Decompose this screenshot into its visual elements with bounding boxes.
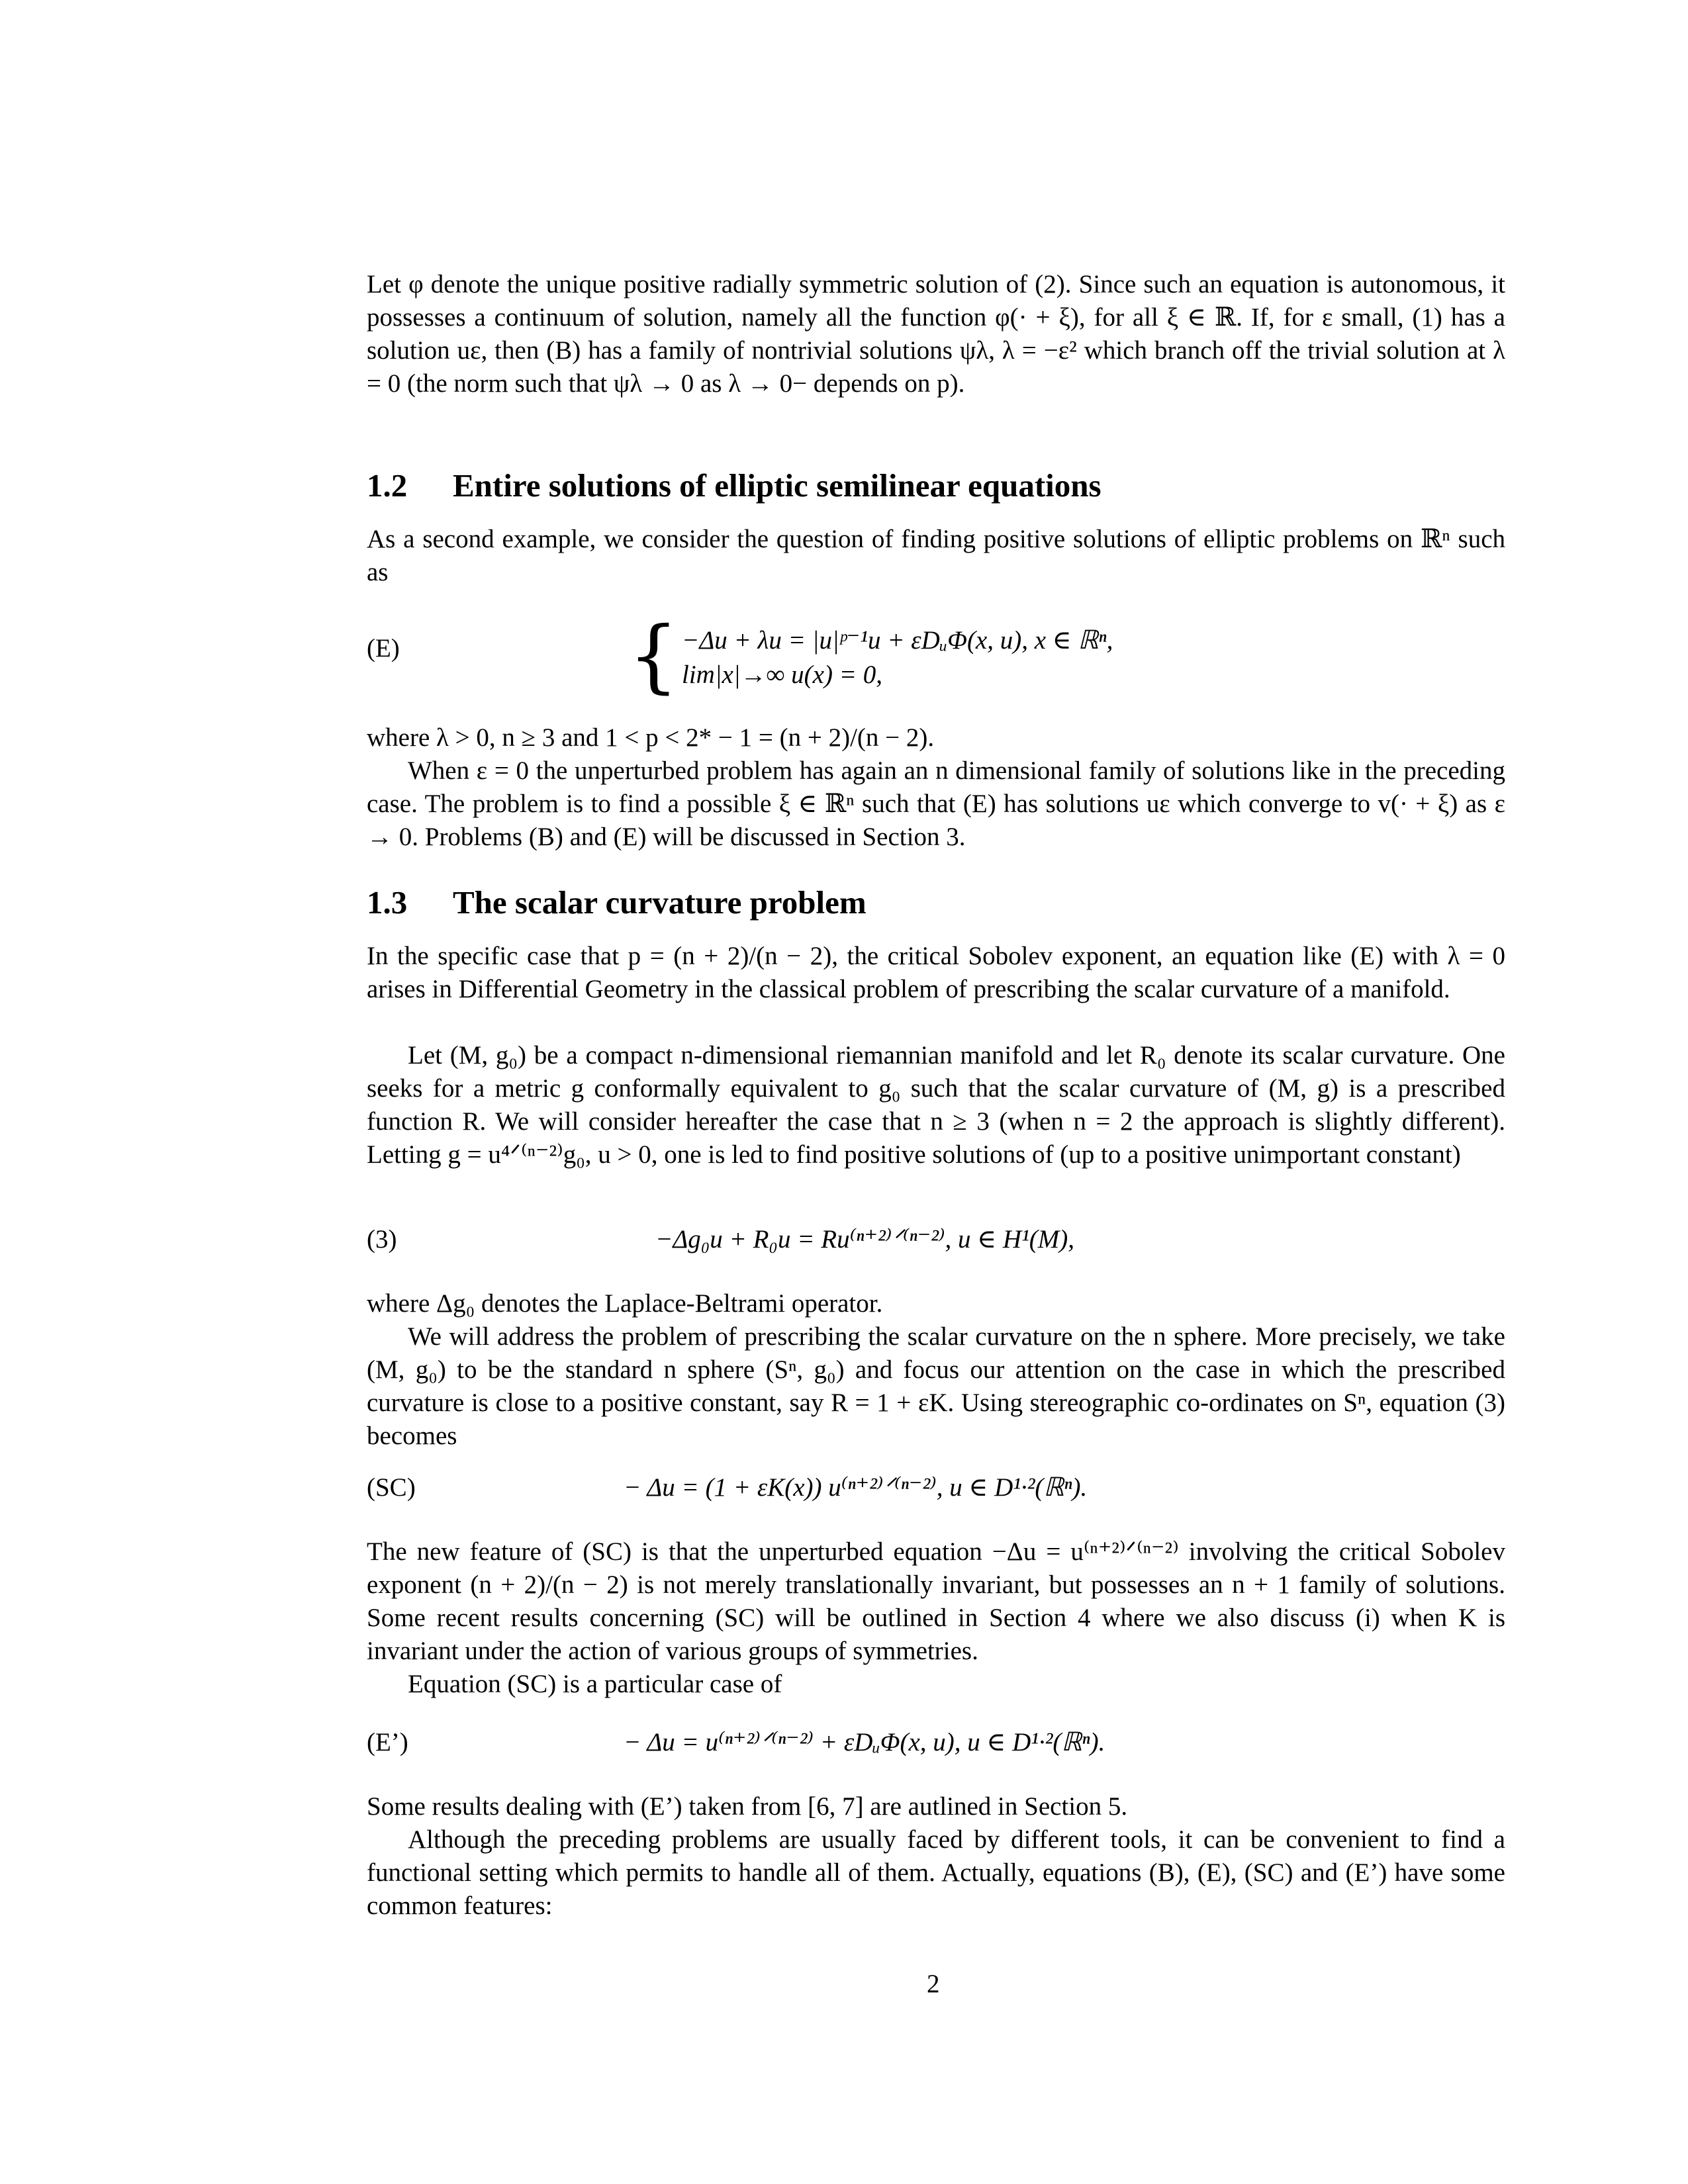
paragraph-where-delta: where Δg₀ denotes the Laplace-Beltrami operator.: [367, 1289, 883, 1318]
paragraph-although: Although the preceding problems are usually faced by different tools, it can be convenient to find a functional setting which permits to handle all of them. Actually, equations (B), (E), (SC) and (E’) have some common features:: [367, 1825, 1505, 1920]
equation-SC: [367, 1473, 1505, 1512]
equation-label: (E’): [367, 1728, 408, 1756]
paragraph-let-M: Let (M, g₀) be a compact n-dimensional riemannian manifold and let R₀ denote its scalar curvature. One seeks for a metric g conformally equivalent to g₀ such that the scalar curvature of (M, g) is a prescribed function R. We will consider hereafter the case that n ≥ 3 (when n = 2 the approach is slightly different). Letting g = u⁴ᐟ⁽ⁿ⁻²⁾g₀, u > 0, one is led to find positive solutions of (up to a positive unimportant constant): [367, 1041, 1505, 1169]
paragraph-some-results: Some results dealing with (E’) taken from [6, 7] are autlined in Section 5.: [367, 1792, 1128, 1821]
equation-line-2: lim|x|→∞ u(x) = 0,: [682, 660, 882, 689]
paragraph-new-feature: The new feature of (SC) is that the unperturbed equation −Δu = u⁽ⁿ⁺²⁾ᐟ⁽ⁿ⁻²⁾ involving the critical Sobolev exponent (n + 2)/(n − 2) is not merely translationally invariant, but possesses an n + 1 family of solutions. Some recent results concerning (SC) will be outlined in Section 4 where we also discuss (i) when K is invariant under the action of various groups of symmetries.: [367, 1537, 1505, 1665]
section-title: The scalar curvature problem: [453, 884, 867, 921]
left-brace: {: [628, 610, 679, 702]
equation-line-1: −Δu + λu = |u|ᵖ⁻¹u + εDᵤΦ(x, u), x ∈ ℝⁿ,: [682, 626, 1113, 655]
paragraph-when-eps: When ε = 0 the unperturbed problem has again an n dimensional family of solutions like in the preceding case. The problem is to find a possible ξ ∈ ℝⁿ such that (E) has solutions uε which converge to v(· + ξ) as ε → 0. Problems (B) and (E) will be discussed in Section 3.: [367, 756, 1505, 851]
equation-E-prime: [367, 1727, 1505, 1767]
equation-body: − Δu = u⁽ⁿ⁺²⁾ᐟ⁽ⁿ⁻²⁾ + εDᵤΦ(x, u), u ∈ D¹·²(ℝⁿ).: [624, 1728, 1105, 1756]
equation-label: (3): [367, 1225, 397, 1253]
equation-label: (SC): [367, 1473, 416, 1502]
equation-3: [367, 1224, 1505, 1264]
paragraph-we-will: We will address the problem of prescribing the scalar curvature on the n sphere. More precisely, we take (M, g₀) to be the standard n sphere (Sⁿ, g₀) and focus our attention on the case in which the prescribed curvature is close to a positive constant, say R = 1 + εK. Using stereographic co-ordinates on Sⁿ, equation (3) becomes: [367, 1322, 1505, 1450]
equation-body: − Δu = (1 + εK(x)) u⁽ⁿ⁺²⁾ᐟ⁽ⁿ⁻²⁾, u ∈ D¹·²(ℝⁿ).: [624, 1473, 1088, 1502]
equation-label: (E): [367, 634, 400, 662]
section-number: 1.3: [367, 884, 408, 921]
section-number: 1.2: [367, 467, 408, 504]
equation-body: −Δg₀u + R₀u = Ru⁽ⁿ⁺²⁾ᐟ⁽ⁿ⁻²⁾, u ∈ H¹(M),: [655, 1225, 1074, 1253]
paragraph-second-example: As a second example, we consider the question of finding positive solutions of elliptic problems on ℝⁿ such as: [367, 525, 1505, 586]
paragraph-equation-sc: Equation (SC) is a particular case of: [408, 1670, 782, 1698]
section-heading-1-2: [367, 467, 1102, 504]
paragraph-specific-case: In the specific case that p = (n + 2)/(n − 2), the critical Sobolev exponent, an equation like (E) with λ = 0 arises in Differential Geometry in the classical problem of prescribing the scalar curvature of a manifold.: [367, 942, 1505, 1003]
page-number: 2: [927, 1970, 940, 1998]
section-heading-1-3: [367, 884, 867, 921]
equation-E: [367, 610, 1505, 705]
paragraph-intro: Let φ denote the unique positive radially symmetric solution of (2). Since such an equation is autonomous, it possesses a continuum of solution, namely all the function φ(· + ξ), for all ξ ∈ ℝ. If, for ε small, (1) has a solution uε, then (B) has a family of nontrivial solutions ψλ, λ = −ε² which branch off the trivial solution at λ = 0 (the norm such that ψλ → 0 as λ → 0− depends on p).: [367, 270, 1505, 398]
section-title: Entire solutions of elliptic semilinear equations: [453, 467, 1102, 504]
paragraph-where-lambda: where λ > 0, n ≥ 3 and 1 < p < 2* − 1 = (n + 2)/(n − 2).: [367, 723, 935, 752]
